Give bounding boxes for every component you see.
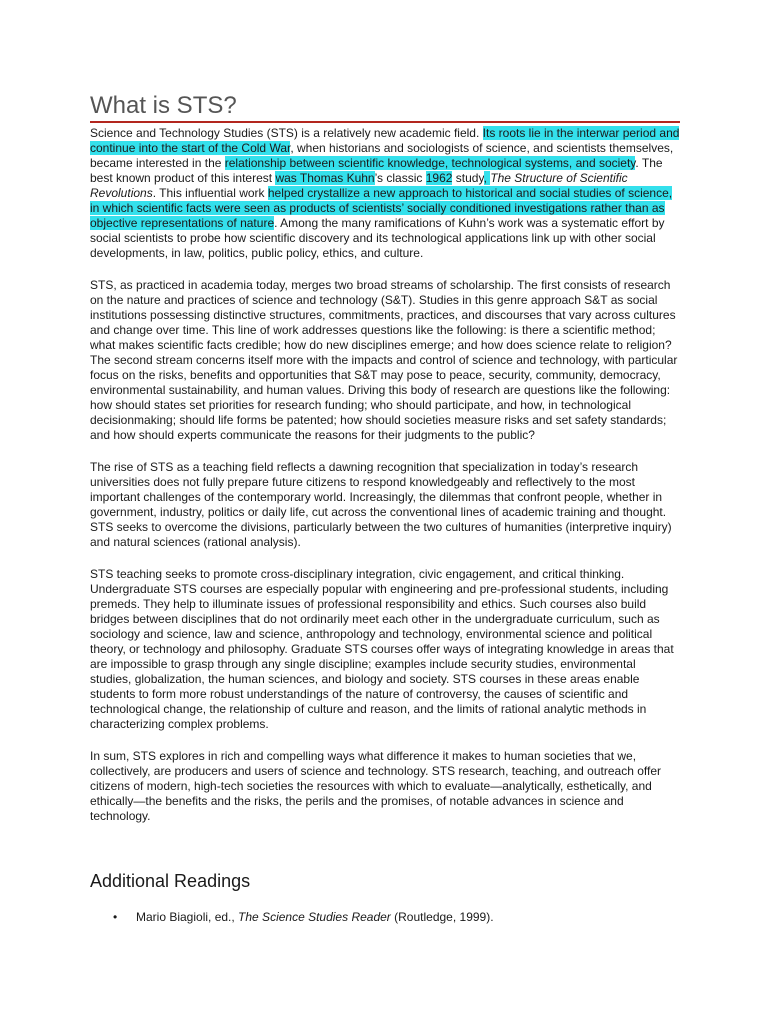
bullet-icon: • [113, 910, 118, 924]
reading-title: The Science Studies Reader [238, 910, 391, 924]
body-paragraph [90, 749, 680, 824]
article-body [90, 126, 680, 841]
paragraph-text: Science and Technology Studies (STS) is a relatively new academic field. [90, 126, 483, 140]
additional-readings-heading: Additional Readings [90, 871, 251, 891]
paragraph-text: . The best known product of this interest [90, 156, 663, 185]
paragraph-text: . This influential work [152, 186, 268, 200]
highlighted-text: Its roots lie in the interwar period and continue into the start of the Cold War [90, 126, 680, 155]
paragraph-text: STS, as practiced in academia today, merges two broad streams of scholarship. The first consists of research on the nature and practices of science and technology (S&T). Studies in this genre approach S&T as social institutions possessing distinctive structures, commitments, practices, and discourses that vary across cultures and change over time. This line of work addresses questions like the following: is there a scientific method; what makes scientific facts credible; how do new disciplines emerge; and how does science relate to religion? The second stream concerns itself more with the impacts and control of science and technology, with particular focus on the risks, benefits and opportunities that S&T may pose to peace, security, community, democracy, environmental sustainability, and human values. Driving this body of research are questions like the following: how should states set priorities for research funding; who should participate, and how, in technological decisionmaking; should life forms be patented; how should societies measure risks and set safety standards; and how should experts communicate the reasons for their judgments to the public? [90, 278, 678, 442]
title-underline-divider [90, 121, 680, 123]
highlighted-text: relationship between scientific knowledge, technological systems, and society [224, 156, 636, 170]
reading-publisher: (Routledge, 1999). [390, 910, 494, 924]
readings-list [113, 910, 494, 925]
highlighted-text: helped crystallize a new approach to historical and social studies of science, in which scientific facts were seen as products of scientists’ socially conditioned investigations rather than as objective representations of nature [90, 186, 673, 230]
paragraph-text: . Among the many ramifications of Kuhn’s work was a systematic effort by social scientists to probe how scientific discovery and its technological applications link up with other social developments, in law, politics, public policy, ethics, and culture. [90, 216, 665, 260]
body-paragraph [90, 567, 680, 732]
highlighted-text: was Thomas Kuhn [275, 171, 375, 185]
reading-author: Mario Biagioli, ed., [136, 910, 239, 924]
highlighted-text: 1962 [425, 171, 453, 185]
paragraph-text: , when historians and sociologists of science, and scientists themselves, became interested in the [90, 141, 674, 170]
body-paragraph [90, 278, 680, 443]
paragraph-text: In sum, STS explores in rich and compelling ways what difference it makes to human societies that we, collectively, are producers and users of science and technology. STS research, teaching, and outreach offer citizens of modern, high-tech societies the resources with which to evaluate—analytically, esthetically, and ethically—the benefits and the risks, the perils and the promises, of notable advances in science and technology. [90, 749, 661, 823]
paragraph-text: The rise of STS as a teaching field reflects a dawning recognition that specialization in today’s research universities does not fully prepare future citizens to respond knowledgeably and reflectively to the most important challenges of the contemporary world. Increasingly, the dilemmas that confront people, whether in government, industry, politics or daily life, cut across the conventional lines of academic training and thought. STS seeks to overcome the divisions, particularly between the two cultures of humanities (interpretive inquiry) and natural sciences (rational analysis). [90, 460, 672, 549]
body-paragraph [90, 460, 680, 550]
paragraph-text: ’s classic [374, 171, 426, 185]
body-paragraph [90, 126, 680, 261]
highlighted-text: , [483, 171, 491, 185]
paragraph-text: study [452, 171, 484, 185]
reading-item [113, 910, 494, 925]
book-title-text: The Structure of Scientific Revolutions [90, 171, 628, 200]
paragraph-text: STS teaching seeks to promote cross-disciplinary integration, civic engagement, and critical thinking. Undergraduate STS courses are especially popular with engineering and pre-professional students, including premeds. They help to illuminate issues of professional responsibility and ethics. Such courses also build bridges between disciplines that do not ordinarily meet each other in the undergraduate curriculum, such as sociology and science, law and science, anthropology and technology, environmental science and political theory, or technology and philosophy. Graduate STS courses offer ways of integrating knowledge in areas that are impossible to grasp through any single discipline; examples include security studies, environmental studies, globalization, the human sciences, and biology and society. STS courses in these areas enable students to form more robust understandings of the nature of controversy, the causes of scientific and technological change, the relationship of culture and reason, and the limits of rational analytic methods in characterizing complex problems. [90, 567, 674, 731]
page-title: What is STS? [90, 92, 237, 119]
